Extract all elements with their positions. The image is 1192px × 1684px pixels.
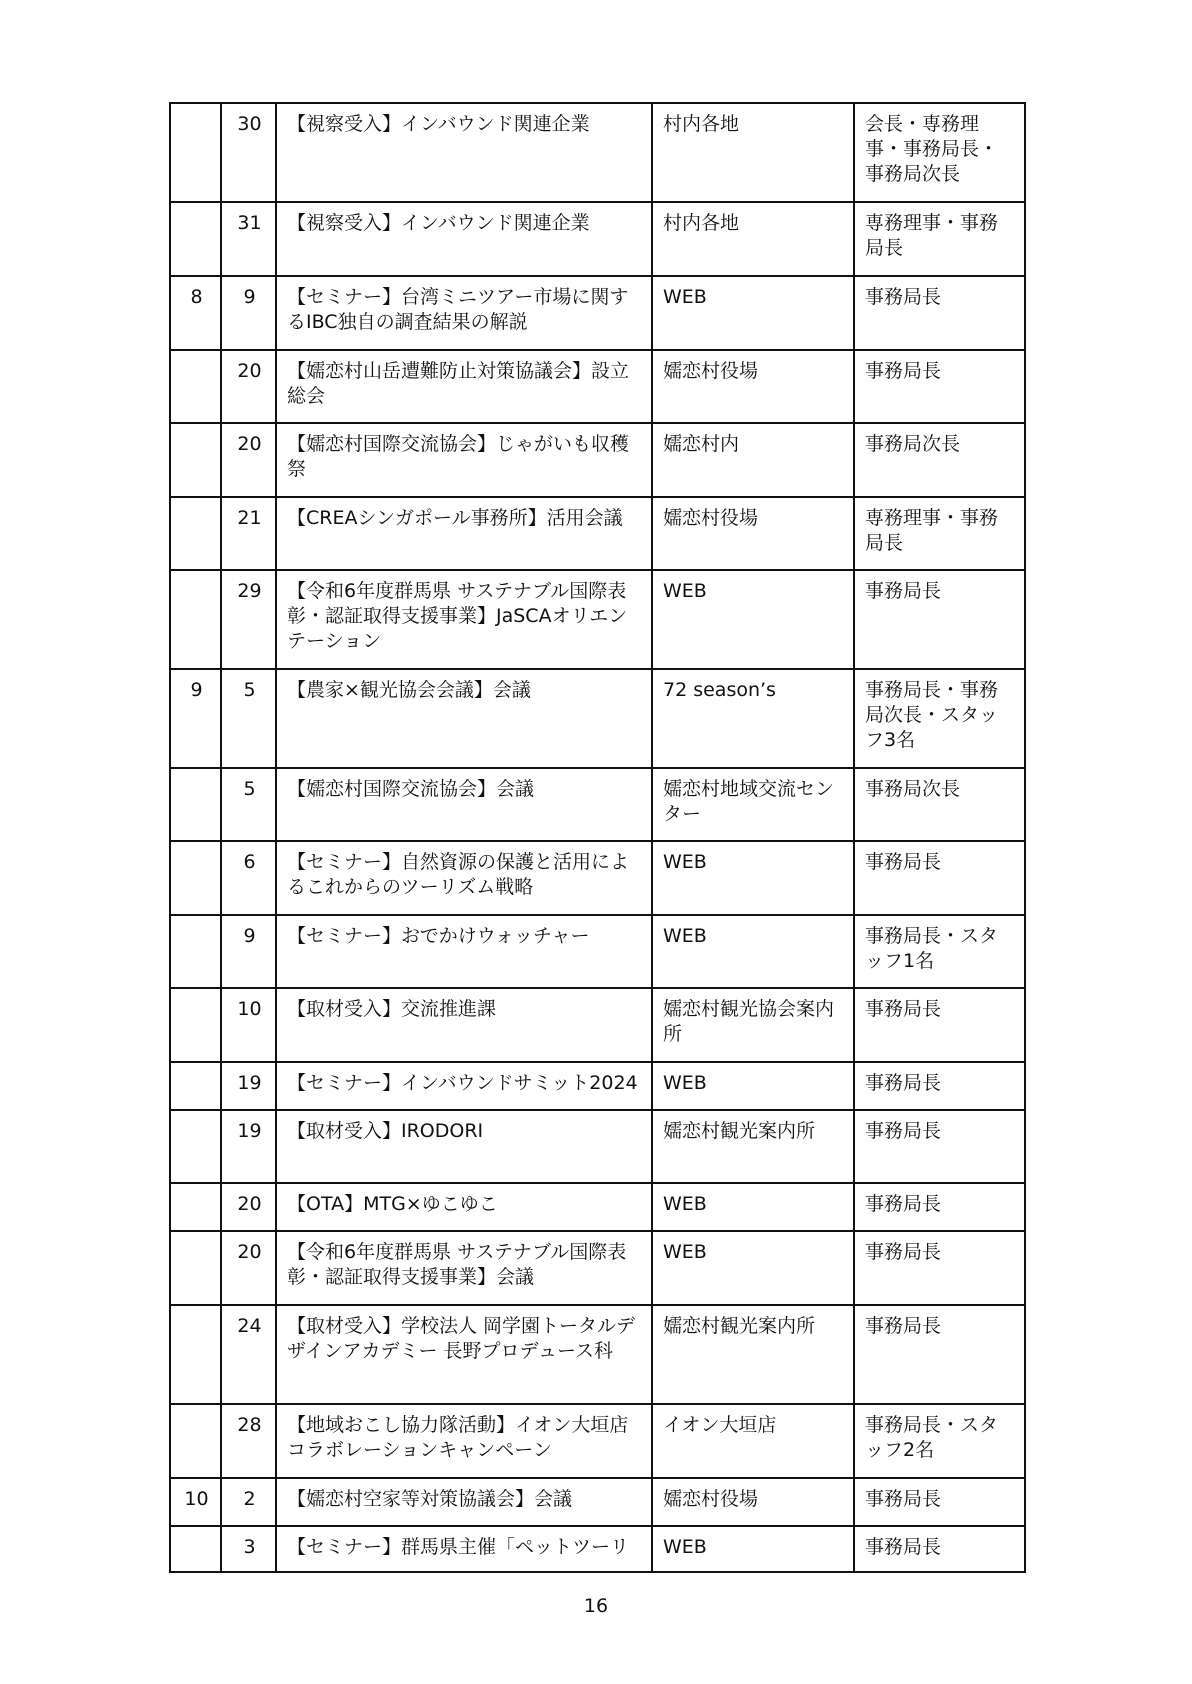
month-cell <box>170 1183 221 1231</box>
day-cell: 5 <box>221 768 276 841</box>
attendee-cell: 事務局長 <box>854 1183 1025 1231</box>
place-cell: WEB <box>652 1183 854 1231</box>
day-cell: 2 <box>221 1478 276 1526</box>
attendee-cell: 事務局次長 <box>854 423 1025 497</box>
content-cell: 【セミナー】おでかけウォッチャー <box>276 915 652 988</box>
content-cell: 【令和6年度群馬県 サステナブル国際表彰・認証取得支援事業】JaSCAオリエンテーション <box>276 570 652 669</box>
place-cell: WEB <box>652 1231 854 1305</box>
content-cell: 【セミナー】インバウンドサミット2024 <box>276 1062 652 1110</box>
place-cell: 嬬恋村内 <box>652 423 854 497</box>
content-cell: 【視察受入】インバウンド関連企業 <box>276 202 652 276</box>
table-row <box>170 1404 1025 1478</box>
attendee-cell: 事務局長・事務局次長・スタッフ3名 <box>854 669 1025 768</box>
month-cell <box>170 1062 221 1110</box>
day-cell: 9 <box>221 276 276 350</box>
attendee-cell: 事務局次長 <box>854 768 1025 841</box>
day-cell: 24 <box>221 1305 276 1404</box>
attendee-cell: 事務局長 <box>854 1478 1025 1526</box>
attendee-cell: 事務局長 <box>854 1305 1025 1404</box>
place-cell: イオン大垣店 <box>652 1404 854 1478</box>
day-cell: 10 <box>221 988 276 1062</box>
table-row <box>170 276 1025 350</box>
table-row <box>170 103 1025 202</box>
attendee-cell: 事務局長・スタッフ2名 <box>854 1404 1025 1478</box>
table-row <box>170 1526 1025 1572</box>
place-cell: WEB <box>652 1526 854 1572</box>
table-row <box>170 1062 1025 1110</box>
month-cell <box>170 103 221 202</box>
month-cell <box>170 988 221 1062</box>
place-cell: WEB <box>652 570 854 669</box>
place-cell: 嬬恋村観光案内所 <box>652 1110 854 1183</box>
table-row <box>170 1183 1025 1231</box>
table-row <box>170 1478 1025 1526</box>
content-cell: 【令和6年度群馬県 サステナブル国際表彰・認証取得支援事業】会議 <box>276 1231 652 1305</box>
month-cell <box>170 350 221 423</box>
activity-table-wrapper <box>169 102 1026 1573</box>
content-cell: 【嬬恋村国際交流協会】会議 <box>276 768 652 841</box>
attendee-cell: 会長・専務理事・事務局長・事務局次長 <box>854 103 1025 202</box>
day-cell: 30 <box>221 103 276 202</box>
content-cell: 【嬬恋村空家等対策協議会】会議 <box>276 1478 652 1526</box>
day-cell: 20 <box>221 1183 276 1231</box>
attendee-cell: 事務局長 <box>854 350 1025 423</box>
page-number: 16 <box>583 1595 609 1617</box>
place-cell: 村内各地 <box>652 202 854 276</box>
day-cell: 21 <box>221 497 276 570</box>
content-cell: 【嬬恋村国際交流協会】じゃがいも収穫祭 <box>276 423 652 497</box>
table-row <box>170 768 1025 841</box>
attendee-cell: 事務局長 <box>854 988 1025 1062</box>
attendee-cell: 事務局長 <box>854 1110 1025 1183</box>
content-cell: 【セミナー】自然資源の保護と活用によるこれからのツーリズム戦略 <box>276 841 652 915</box>
month-cell <box>170 497 221 570</box>
month-cell <box>170 768 221 841</box>
month-cell <box>170 202 221 276</box>
place-cell: 嬬恋村役場 <box>652 1478 854 1526</box>
month-cell: 8 <box>170 276 221 350</box>
month-cell <box>170 1404 221 1478</box>
place-cell: 嬬恋村地域交流センター <box>652 768 854 841</box>
month-cell: 9 <box>170 669 221 768</box>
table-row <box>170 570 1025 669</box>
content-cell: 【取材受入】学校法人 岡学園トータルデザインアカデミー 長野プロデュース科 <box>276 1305 652 1404</box>
attendee-cell: 事務局長 <box>854 276 1025 350</box>
table-row <box>170 988 1025 1062</box>
content-cell: 【農家×観光協会会議】会議 <box>276 669 652 768</box>
month-cell <box>170 1305 221 1404</box>
place-cell: 村内各地 <box>652 103 854 202</box>
attendee-cell: 事務局長・スタッフ1名 <box>854 915 1025 988</box>
place-cell: 嬬恋村役場 <box>652 497 854 570</box>
place-cell: 72 season’s <box>652 669 854 768</box>
content-cell: 【地域おこし協力隊活動】イオン大垣店コラボレーションキャンペーン <box>276 1404 652 1478</box>
day-cell: 19 <box>221 1062 276 1110</box>
attendee-cell: 事務局長 <box>854 841 1025 915</box>
attendee-cell: 事務局長 <box>854 1231 1025 1305</box>
table-row <box>170 1110 1025 1183</box>
activity-table <box>169 102 1026 1573</box>
place-cell: WEB <box>652 1062 854 1110</box>
content-cell: 【セミナー】台湾ミニツアー市場に関するIBC独自の調査結果の解説 <box>276 276 652 350</box>
content-cell: 【CREAシンガポール事務所】活用会議 <box>276 497 652 570</box>
month-cell <box>170 915 221 988</box>
month-cell <box>170 1231 221 1305</box>
month-cell <box>170 1526 221 1572</box>
table-row <box>170 669 1025 768</box>
month-cell <box>170 1110 221 1183</box>
attendee-cell: 専務理事・事務局長 <box>854 202 1025 276</box>
day-cell: 20 <box>221 350 276 423</box>
place-cell: WEB <box>652 915 854 988</box>
day-cell: 20 <box>221 1231 276 1305</box>
attendee-cell: 事務局長 <box>854 1062 1025 1110</box>
place-cell: WEB <box>652 276 854 350</box>
day-cell: 29 <box>221 570 276 669</box>
content-cell: 【取材受入】IRODORI <box>276 1110 652 1183</box>
table-row <box>170 423 1025 497</box>
content-cell: 【視察受入】インバウンド関連企業 <box>276 103 652 202</box>
attendee-cell: 事務局長 <box>854 1526 1025 1572</box>
day-cell: 19 <box>221 1110 276 1183</box>
day-cell: 9 <box>221 915 276 988</box>
month-cell <box>170 841 221 915</box>
day-cell: 6 <box>221 841 276 915</box>
content-cell: 【OTA】MTG×ゆこゆこ <box>276 1183 652 1231</box>
day-cell: 31 <box>221 202 276 276</box>
day-cell: 3 <box>221 1526 276 1572</box>
table-row <box>170 915 1025 988</box>
month-cell <box>170 423 221 497</box>
month-cell <box>170 570 221 669</box>
content-cell: 【取材受入】交流推進課 <box>276 988 652 1062</box>
table-row <box>170 1305 1025 1404</box>
attendee-cell: 専務理事・事務局長 <box>854 497 1025 570</box>
table-row <box>170 497 1025 570</box>
attendee-cell: 事務局長 <box>854 570 1025 669</box>
content-cell: 【嬬恋村山岳遭難防止対策協議会】設立総会 <box>276 350 652 423</box>
table-row <box>170 841 1025 915</box>
place-cell: 嬬恋村観光案内所 <box>652 1305 854 1404</box>
table-row <box>170 1231 1025 1305</box>
table-row <box>170 350 1025 423</box>
month-cell: 10 <box>170 1478 221 1526</box>
content-cell: 【セミナー】群馬県主催「ペットツーリ <box>276 1526 652 1572</box>
day-cell: 28 <box>221 1404 276 1478</box>
place-cell: 嬬恋村役場 <box>652 350 854 423</box>
day-cell: 5 <box>221 669 276 768</box>
table-row <box>170 202 1025 276</box>
place-cell: WEB <box>652 841 854 915</box>
day-cell: 20 <box>221 423 276 497</box>
place-cell: 嬬恋村観光協会案内所 <box>652 988 854 1062</box>
